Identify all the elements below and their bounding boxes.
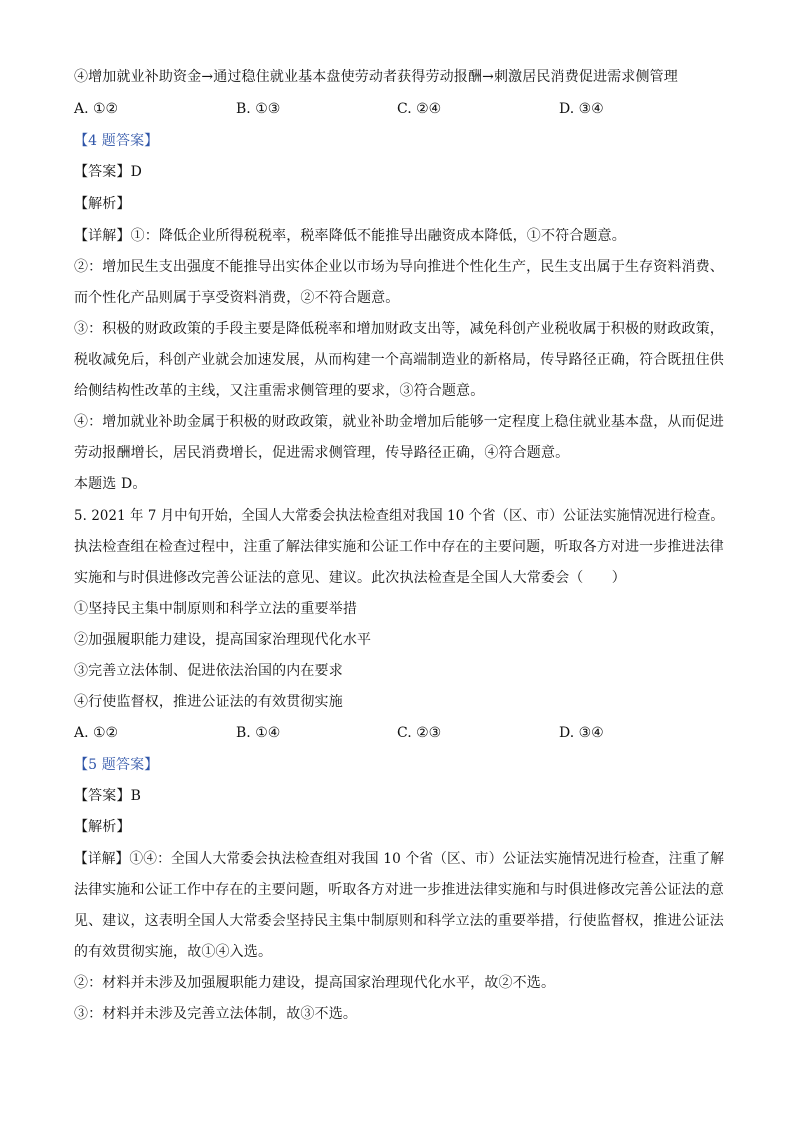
q4-conclusion: 本题选 D。 [74,476,147,492]
q4-item-4: ④增加就业补助资金→通过稳住就业基本盘使劳动者获得劳动报酬→刺激居民消费促进需求侧管理 [74,69,678,85]
q5-detail-line: ②：材料并未涉及加强履职能力建设，提高国家治理现代化水平，故②不选。 [74,975,556,991]
q5-item-3: ③完善立法体制、促进依法治国的内在要求 [74,663,343,679]
q5-option-c: C. ②③ [397,725,442,741]
q5-stem-line: 执法检查组在检查过程中，注重了解法律实施和公证工作中存在的主要问题，听取各方对进一步推进法律 [74,539,724,555]
q4-detail-line: ④：增加就业补助金属于积极的财政政策，就业补助金增加后能够一定程度上稳住就业基本盘，从而促进 [74,414,724,430]
q4-option-d: D. ③④ [559,101,604,117]
q5-answer-header: 【5 题答案】 [74,757,159,773]
q4-detail-line: ③：积极的财政政策的手段主要是降低税率和增加财政支出等，减免科创产业税收属于积极的财政政策， [74,321,724,337]
q4-detail-line: 而个性化产品则属于享受资料消费，②不符合题意。 [74,290,400,306]
q5-stem-line: 实施和与时俱进修改完善公证法的意见、建议。此次执法检查是全国人大常委会（ ） [74,570,626,586]
q5-stem-line: 5. 2021 年 7 月中旬开始，全国人大常委会执法检查组对我国 10 个省（区、市）公证法实施情况进行检查。 [74,508,724,524]
q5-analysis-header: 【解析】 [74,819,131,835]
q4-option-c: C. ②④ [397,101,442,117]
q5-detail-line: 【详解】①④：全国人大常委会执法检查组对我国 10 个省（区、市）公证法实施情况进行检查，注重了解 [74,851,725,867]
q5-detail-line: 的有效贯彻实施，故①④入选。 [74,944,273,960]
q4-detail-line: ②：增加民生支出强度不能推导出实体企业以市场为导向推进个性化生产，民生支出属于生存资料消费、 [74,259,724,275]
q4-option-b: B. ①③ [236,101,281,117]
q5-item-1: ①坚持民主集中制原则和科学立法的重要举措 [74,601,357,617]
q5-detail-line: 见、建议，这表明全国人大常委会坚持民主集中制原则和科学立法的重要举措，行使监督权，推进公证法 [74,913,724,929]
q5-detail-line: 法律实施和公证工作中存在的主要问题，听取各方对进一步推进法律实施和与时俱进修改完善公证法的意 [74,882,724,898]
q5-option-b: B. ①④ [236,725,281,741]
q5-detail-line: ③：材料并未涉及完善立法体制，故③不选。 [74,1006,357,1022]
q5-option-a: A. ①② [74,725,119,741]
q4-answer: 【答案】D [74,164,142,180]
q4-option-a: A. ①② [74,101,119,117]
q5-item-2: ②加强履职能力建设，提高国家治理现代化水平 [74,632,372,648]
q5-option-d: D. ③④ [559,725,604,741]
q4-answer-header: 【4 题答案】 [74,133,159,149]
q4-detail-line: 【详解】①：降低企业所得税税率，税率降低不能推导出融资成本降低，①不符合题意。 [74,228,626,244]
q4-detail-line: 税收减免后，科创产业就会加速发展，从而构建一个高端制造业的新格局，传导路径正确，符合既扭住供 [74,352,724,368]
q4-detail-line: 给侧结构性改革的主线，又注重需求侧管理的要求，③符合题意。 [74,383,485,399]
q4-analysis-header: 【解析】 [74,196,131,212]
q4-detail-line: 劳动报酬增长，居民消费增长，促进需求侧管理，传导路径正确，④符合题意。 [74,445,570,461]
q5-item-4: ④行使监督权，推进公证法的有效贯彻实施 [74,694,343,710]
q5-answer: 【答案】B [74,788,142,804]
